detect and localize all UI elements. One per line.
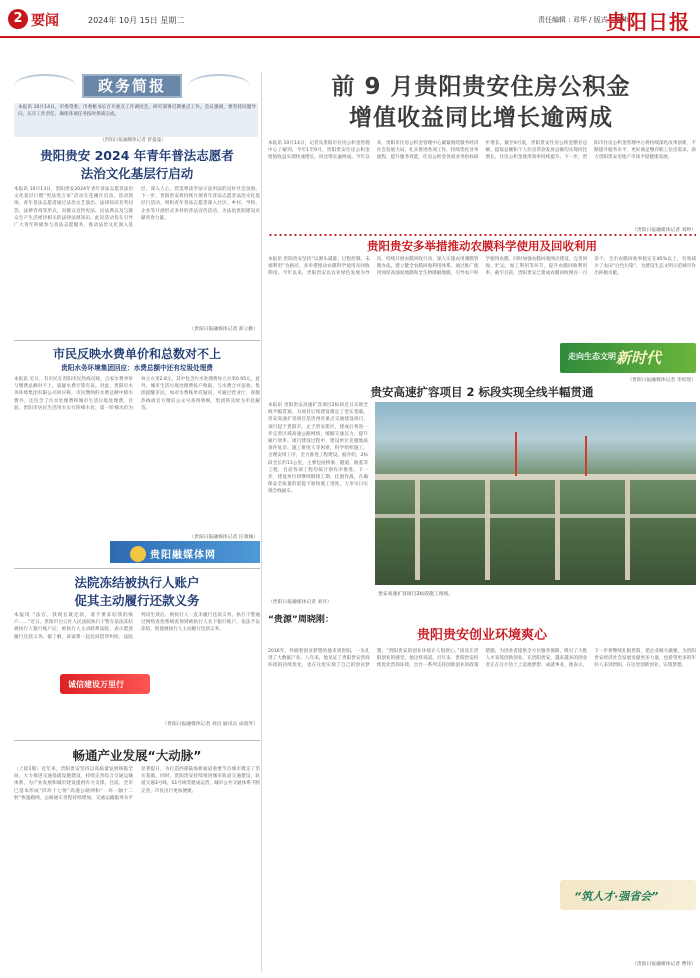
lead-body: 本报讯 10月14日，记者从贵阳市住房公积金管理中心了解到，今年1至9月，贵阳贵安住房公积金增值收益实现快速增长，同比增长逾两成。今年以来，贵阳市住房公积金管理中心紧紧围绕服务经济社会发展大局，扎实推进各项工作，持续优化业务流程，提升服务效能，住房公积金各项业务指标稳步增长。截至9月底，贵阳贵安住房公积金缴存总额、提取总额和个人住房贷款发放总额均实现同比增长，住房公积金使用效率持续提升。下一步，贵阳市住房公积金管理中心将持续深化改革创新，不断提升服务水平，更好满足缴存职工住房需求，助力贵阳贵安房地产市场平稳健康发展。: [268, 141, 696, 161]
lead-headline: [262, 72, 700, 134]
court-headline-1: 法院冻结被执行人账户: [74, 575, 200, 590]
bridge-deck: [375, 474, 696, 480]
profile-kicker: “贵源”周晓刚：: [268, 615, 334, 625]
media-logo-icon: [130, 546, 146, 562]
page-number: 2: [8, 9, 28, 29]
integrity-banner-text: 诚信建设万里行: [68, 680, 124, 689]
crane: [515, 432, 517, 476]
divider: [14, 568, 260, 569]
newspaper-logo: 贵阳日报: [606, 10, 690, 34]
volunteer-headline-2: 法治文化基层行启动: [80, 166, 194, 181]
eco-banner-slogan: 新时代: [616, 349, 662, 367]
agri-headline: 贵阳贵安多举措推动农膜科学使用及回收利用: [367, 239, 597, 253]
business-byline: （贵阳日报融媒体记者 曹伟）: [632, 962, 696, 967]
column-divider: [261, 72, 262, 972]
volunteer-headline-1: 贵阳贵安 2024 年青年普法志愿者: [40, 148, 234, 163]
photo-caption: 贵安高速扩容项目2标段施工现场。: [378, 592, 454, 597]
agri-byline: （贵阳日报融媒体记者 李惊瑶）: [627, 378, 696, 383]
court-headline-2: 促其主动履行还款义务: [74, 593, 200, 608]
page-header: [0, 0, 700, 38]
briefing-banner: 政务简报: [82, 74, 182, 98]
swirl-ornament-left: [14, 74, 76, 98]
media-banner: [110, 541, 260, 563]
business-headline: 贵阳贵安创业环境爽心: [416, 628, 547, 643]
highway-body: 本报讯 贵阳贵安高速扩容项目2标段近日实现全线半幅贯通，为项目后续建设奠定了坚实基础。贵安高速扩容项目是贵州省重点交通建设项目，项目起于贵阳市，止于贵安新区，建成后将进一步完善区域高速公路网络，缓解交通压力，提升通行效率。项目建设过程中，建设单位克服地质条件复杂、施工难度大等困难，科学组织施工，合理安排工序，全力推进工程建设。据介绍，2标段全长约11公里，主要包括桥梁、隧道、路基等工程，目前各项工程均按计划有序推进。下一步，建设单位将继续倒排工期、挂图作战，在确保安全质量的前提下加快施工进度，力争早日实现全线通车。: [268, 403, 368, 495]
business-body: 2016年，怀揣着创业梦想的他来到贵阳，一头扎进了大数据产业。八年来，他见证了贵阳贵安营商环境的持续优化，也在这里实现了自己的创业梦想。“贵阳贵安的创业环境让人很舒心。”谈及在贵阳创业的感受，他这样说道。近年来，贵阳贵安持续优化营商环境，出台一系列支持创新创业的政策措施，为创业者提供全方位服务保障，吸引了大批人才来筑创新创业。在贵阳贵安，越来越多的创业者正在这片热土上追逐梦想、成就事业。他表示，下一步将继续扎根贵阳，把企业做大做强，为贵阳贵安经济社会发展贡献更多力量，也希望更多的年轻人来到贵阳，在这里创新创业、实现梦想。: [268, 649, 696, 669]
court-body: 本报讯 “法官，我现在就还款，请不要冻结我的账户……”近日，贵阳市白云区人民法院执行干警在依法冻结被执行人银行账户后，被执行人主动联系法院，表示愿意履行还款义务。据了解，该案系一起民间借贷纠纷，法院判决生效后，被执行人一直未履行还款义务。执行干警通过网络查控系统查询到被执行人名下银行账户，依法予以冻结，促使被执行人主动履行还款义务。: [14, 613, 260, 640]
swirl-ornament-right: [188, 74, 250, 98]
bridge-pier: [555, 480, 560, 580]
lead-byline: （贵阳日报融媒体记者 刘婷）: [632, 228, 696, 233]
agri-body: 本报讯 贵阳贵安坚持“以源头减量、过程控制、末端利用”为路径，多举措推动农膜科学使用及回收利用。今年以来，贵阳贵安以农业绿色发展为导向，持续开展农膜回收行动，深入实施农用薄膜管理办法，建立健全农膜回收利用体系，通过推广使用加厚高强度地膜和全生物降解地膜，引导农户科学使用农膜，同时加强农膜回收网点建设，完善回收、贮运、加工利用等环节，提升农膜回收利用率。截至目前，贵阳贵安已建成农膜回收网点一百余个，全市农膜回收率稳定在85%以上，有效减少了农田“白色污染”，为建设生态文明示范城市作出积极贡献。: [268, 257, 696, 277]
industry-body: （上接1版）近年来，贵阳贵安坚持以高质量发展统揽全局，大力推进交通基础设施建设，持续完善综合交通运输体系，为产业发展和城市建设提供有力支撑。目前，全市已基本形成“四环十七射”高速公路网和“一环一轴十二射”快速路网，公路通车里程持续增加，交通运输服务水平显著提升，为打造西部陆海新通道重要节点城市奠定了坚实基础。同时，贵阳贵安持续推进城市轨道交通建设，轨道交通3号线、S1号线等建成运营，城市公共交通体系不断完善，市民出行更加便捷。: [14, 767, 260, 801]
crane: [585, 436, 587, 476]
bridge-pier: [485, 480, 490, 580]
divider: [14, 340, 260, 341]
section-name: 要闻: [31, 13, 59, 29]
lead-headline-line-1: 前 9 月贵阳贵安住房公积金: [331, 74, 631, 100]
water-headline-2: 贵阳水务环境集团回应：水费总额中还有垃圾处理费: [61, 364, 213, 372]
talent-banner-text: “筑人才·强省会”: [574, 890, 659, 903]
industry-headline: 畅通产业发展“大动脉”: [72, 748, 202, 763]
briefing-source: （贵阳日报融媒体记者 曾曼曼）: [100, 138, 166, 143]
highway-headline: 贵安高速扩容项目 2 标段实现全线半幅贯通: [370, 385, 594, 399]
eco-banner-label: 走向生态文明: [568, 352, 616, 361]
divider-dots: [268, 233, 696, 237]
water-byline: （贵阳日报融媒体记者 汪康铖）: [189, 535, 258, 540]
highway-byline: （贵阳日报融媒体记者 刘丹）: [268, 600, 332, 605]
volunteer-body: 本报讯 10月13日，贵阳贵安2024年青年普法志愿者法治文化基层行暨“宪法进万家”活动在花溪区启动。活动现场，青年普法志愿者通过法治文艺演出、法律知识有奖问答、法律咨询等形式，向群众宣传宪法、民法典以及与群众生产生活密切相关的法律法规知识。此次活动旨在引导广大青年积极参与普法志愿服务，推动法治文化深入基层、深入人心，营造尊法学法守法用法的良好社会氛围。下一步，贵阳贵安将持续开展青年普法志愿者法治文化基层行活动，组织青年普法志愿者深入社区、乡村、学校、企业等开展形式多样的普法宣传活动，为法治贵阳建设贡献青春力量。: [14, 187, 260, 229]
eco-civilization-banner: [560, 343, 696, 373]
bridge-pier: [625, 480, 630, 580]
court-byline: （贵阳日报融媒体记者 刘昌 通讯员 成骁琴）: [162, 722, 258, 727]
media-banner-text: 贵阳融媒体网: [150, 550, 216, 561]
volunteer-byline: （贵阳日报融媒体记者 郑立勤）: [189, 327, 258, 332]
briefing-text: 本报讯 10月14日，市委常委、市委秘书长召开重点工作调度会，研究部署近期重点工作。会议强调，要坚持问题导向，压实工作责任，确保各项任务按时保质完成。: [18, 105, 256, 117]
highway-photo: [375, 402, 696, 585]
divider: [14, 740, 260, 741]
bridge-pier: [415, 480, 420, 580]
water-body: 本报讯 近日，有市民在贵阳市民热线反映，自家水费单价与缴费总额对不上，质疑水费计算有误。对此，贵阳市水务环境集团有限公司回应称，市民缴纳的水费总额中除水费外，还包含了污水处理费和城市生活垃圾处理费。目前，贵阳市居民生活用水实行阶梯水价，第一阶梯水价为每立方米2.8元，其中包含污水处理费每立方米0.95元。此外，城市生活垃圾处理费按户收取，与水费合并征收。集团提醒市民，如对水费账单有疑问，可通过营业厅、客服热线或官方微信公众号查询明细，集团将及时为市民解答。: [14, 377, 260, 411]
water-headline-1: 市民反映水费单价和总数对不上: [52, 347, 221, 361]
integrity-banner: [60, 674, 150, 694]
editor-credit: 责任编辑 : 邓华 / 版式 : 陈伟: [538, 16, 629, 24]
bridge-deck: [375, 514, 696, 518]
issue-date: 2024年 10月 15日 星期二: [88, 16, 185, 25]
lead-headline-line-2: 增值收益同比增长逾两成: [349, 105, 613, 131]
talent-banner: [560, 880, 696, 910]
